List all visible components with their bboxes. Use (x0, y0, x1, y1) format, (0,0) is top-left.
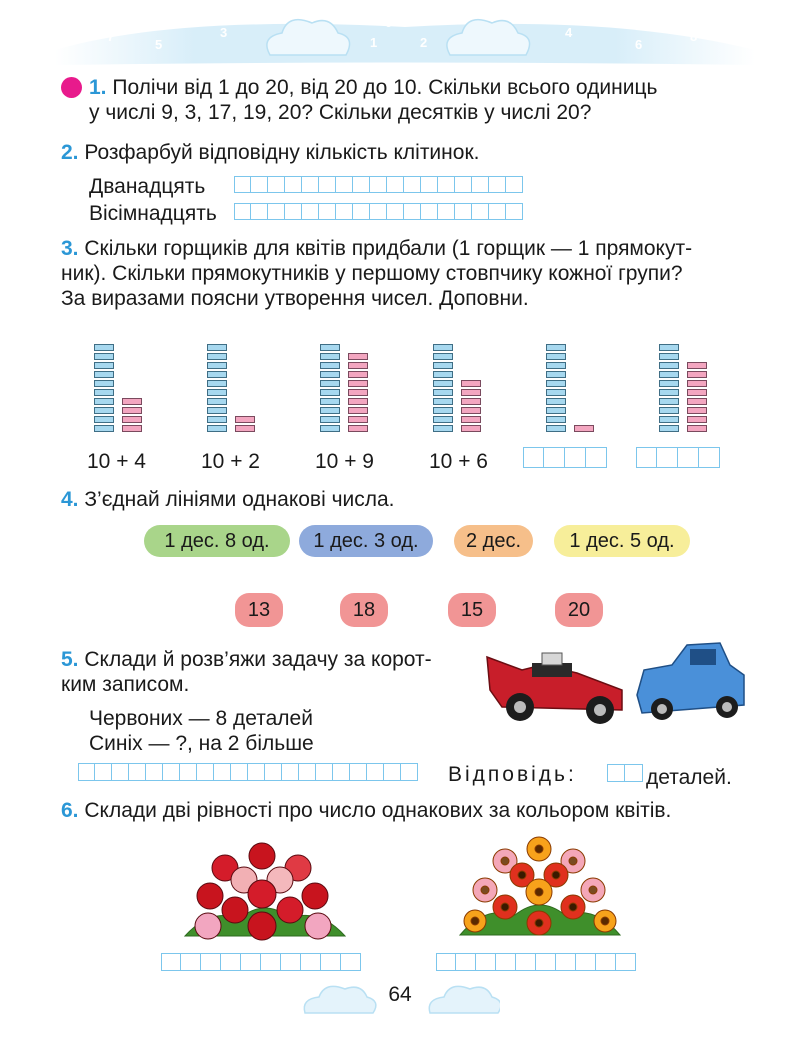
blue-block (320, 380, 340, 387)
blue-block (433, 353, 453, 360)
task2-label-row1: Дванадцять (89, 175, 206, 198)
pink-block (348, 407, 368, 414)
red-toy-car-image (487, 653, 622, 724)
blue-block (659, 371, 679, 378)
task6-text: Склади дві рівності про число однакових за кольором квітів. (84, 799, 672, 822)
blue-block (320, 353, 340, 360)
blue-block (433, 389, 453, 396)
gerberas-bouquet-image (455, 835, 625, 945)
blue-block (94, 389, 114, 396)
blue-block (433, 407, 453, 414)
blue-block (433, 425, 453, 432)
band-digit: 6 (635, 37, 643, 52)
task3-group-5-blue-column (546, 344, 566, 434)
task4-number: 4. (61, 488, 79, 511)
task3-expression-3: 10 + 9 (315, 450, 374, 473)
blue-block (94, 425, 114, 432)
task3-group-3-pink-column (348, 353, 368, 434)
blue-block (320, 398, 340, 405)
pink-block (461, 398, 481, 405)
task4-number-badge-1[interactable]: 13 (235, 593, 283, 627)
blue-block (94, 380, 114, 387)
task3-group-3-blue-column (320, 344, 340, 434)
task3-group-4-blue-column (433, 344, 453, 434)
page-number: 64 (388, 983, 412, 1006)
blue-block (320, 389, 340, 396)
task2-grid-row1[interactable] (234, 176, 523, 193)
blue-block (320, 362, 340, 369)
pink-block (122, 407, 142, 414)
task4-number-badge-2[interactable]: 18 (340, 593, 388, 627)
blue-block (94, 398, 114, 405)
task5: 5. Склади й розв’яжи задачу за корот- ким записом. (61, 648, 432, 696)
blue-block (659, 398, 679, 405)
pink-block (348, 425, 368, 432)
task2-text: Розфарбуй відповідну кількість клітинок. (84, 141, 480, 164)
blue-block (320, 371, 340, 378)
blue-block (546, 425, 566, 432)
pink-block (461, 380, 481, 387)
task5-answer-cells[interactable] (607, 764, 643, 782)
pink-block (461, 389, 481, 396)
task1 (89, 75, 749, 125)
task2-number: 2. (61, 141, 79, 164)
blue-toy-car-image (637, 643, 744, 720)
blue-block (659, 416, 679, 423)
blue-block (659, 425, 679, 432)
blue-block (433, 398, 453, 405)
blue-block (207, 398, 227, 405)
task1-number: 1. (89, 76, 107, 99)
task4-number-badge-3[interactable]: 15 (448, 593, 496, 627)
blue-block (546, 389, 566, 396)
task4 (61, 487, 395, 512)
task3-group-1-blue-column (94, 344, 114, 434)
blue-block (433, 362, 453, 369)
blue-block (659, 353, 679, 360)
blue-block (207, 353, 227, 360)
blue-block (94, 416, 114, 423)
task3-group-4-pink-column (461, 380, 481, 434)
pink-block (687, 371, 707, 378)
task5-answer-label: Відповідь: (448, 763, 577, 786)
blue-block (207, 362, 227, 369)
blue-block (546, 371, 566, 378)
pink-block (348, 380, 368, 387)
task4-pill-2[interactable]: 1 дес. 3 од. (299, 525, 433, 557)
pink-block (687, 362, 707, 369)
blue-block (320, 416, 340, 423)
pink-block (461, 416, 481, 423)
task3-expression-2: 10 + 2 (201, 450, 260, 473)
blue-block (94, 362, 114, 369)
blue-block (546, 380, 566, 387)
blue-block (659, 407, 679, 414)
blue-block (433, 380, 453, 387)
blue-block (659, 380, 679, 387)
task3-group-2-pink-column (235, 416, 255, 434)
blue-block (659, 344, 679, 351)
blue-block (546, 344, 566, 351)
blue-block (659, 362, 679, 369)
band-digit: 0 (385, 15, 393, 30)
task3-expression-1: 10 + 4 (87, 450, 146, 473)
blue-block (546, 353, 566, 360)
pink-block (122, 398, 142, 405)
blue-block (207, 425, 227, 432)
blue-block (433, 344, 453, 351)
pink-block (235, 425, 255, 432)
pink-block (687, 380, 707, 387)
blue-block (320, 344, 340, 351)
pink-block (687, 389, 707, 396)
pink-block (687, 398, 707, 405)
task2-grid-row2[interactable] (234, 203, 523, 220)
task3-answer-cells-6[interactable] (636, 447, 720, 468)
pink-block (687, 416, 707, 423)
task1-bullet (61, 77, 82, 98)
blue-block (94, 344, 114, 351)
pink-block (687, 425, 707, 432)
band-digit: 5 (155, 37, 163, 52)
task5-number: 5. (61, 648, 79, 671)
task2-label-row2: Вісімнадцять (89, 202, 217, 225)
blue-block (546, 398, 566, 405)
blue-block (433, 416, 453, 423)
blue-block (207, 389, 227, 396)
task3-group-6-blue-column (659, 344, 679, 434)
task4-pill-1[interactable]: 1 дес. 8 од. (144, 525, 290, 557)
blue-block (207, 416, 227, 423)
task4-number-badge-4[interactable]: 20 (555, 593, 603, 627)
task1-line2: у числі 9, 3, 17, 19, 20? Скільки десятків у числі 20? (89, 101, 592, 124)
task2 (61, 140, 479, 165)
pink-block (348, 416, 368, 423)
pink-block (348, 362, 368, 369)
blue-block (546, 416, 566, 423)
task5-red-count: Червоних — 8 деталей (89, 707, 313, 730)
pink-block (348, 389, 368, 396)
band-digit: 7 (107, 29, 115, 44)
pink-block (461, 425, 481, 432)
header-cloud-band (55, 5, 755, 75)
task3-answer-cells-5[interactable] (523, 447, 607, 468)
blue-block (546, 407, 566, 414)
task3: 3. Скільки горщиків для квітів придбали (1 горщик — 1 прямокут- ник). Скільки прямокутників у першому стовпчику кожної групи? За виразами поясни утворення чисел. Доповни. (61, 237, 693, 310)
pink-block (122, 416, 142, 423)
blue-block (546, 362, 566, 369)
task4-pill-4[interactable]: 1 дес. 5 од. (554, 525, 690, 557)
task3-group-2-blue-column (207, 344, 227, 434)
blue-block (94, 407, 114, 414)
band-digit: 3 (220, 25, 228, 40)
blue-block (94, 371, 114, 378)
band-digit: 8 (690, 29, 698, 44)
roses-bouquet-image (180, 838, 350, 946)
task4-text: З’єднай лініями однакові числа. (84, 488, 395, 511)
task3-group-5-pink-column (574, 425, 594, 434)
blue-block (320, 425, 340, 432)
blue-block (207, 371, 227, 378)
task6-number: 6. (61, 799, 79, 822)
pink-block (687, 407, 707, 414)
pink-block (348, 371, 368, 378)
pink-block (348, 353, 368, 360)
blue-block (94, 353, 114, 360)
toy-cars-illustration (482, 635, 752, 725)
pink-block (574, 425, 594, 432)
task5-answer-unit: деталей. (646, 766, 732, 789)
pink-block (348, 398, 368, 405)
task4-pill-3[interactable]: 2 дес. (454, 525, 533, 557)
blue-block (433, 371, 453, 378)
band-digit: 4 (565, 25, 573, 40)
task3-group-1-pink-column (122, 398, 142, 434)
blue-block (659, 389, 679, 396)
pink-block (122, 425, 142, 432)
task5-solution-cells[interactable] (78, 763, 418, 781)
task3-expression-4: 10 + 6 (429, 450, 488, 473)
pink-block (235, 416, 255, 423)
task3-group-6-pink-column (687, 362, 707, 434)
blue-block (207, 380, 227, 387)
task6 (61, 798, 671, 823)
band-digit: 2 (420, 35, 428, 50)
blue-block (207, 407, 227, 414)
task6-answer-cells-2[interactable] (436, 953, 636, 971)
blue-block (320, 407, 340, 414)
task3-number: 3. (61, 237, 79, 260)
blue-block (207, 344, 227, 351)
band-digit: 1 (370, 35, 378, 50)
pink-block (461, 407, 481, 414)
task6-answer-cells-1[interactable] (161, 953, 361, 971)
task5-blue-count: Синіх — ?, на 2 більше (89, 732, 314, 755)
task1-line1: 1. Полічи від 1 до 20, від 20 до 10. Скільки всього одиниць (89, 76, 658, 99)
